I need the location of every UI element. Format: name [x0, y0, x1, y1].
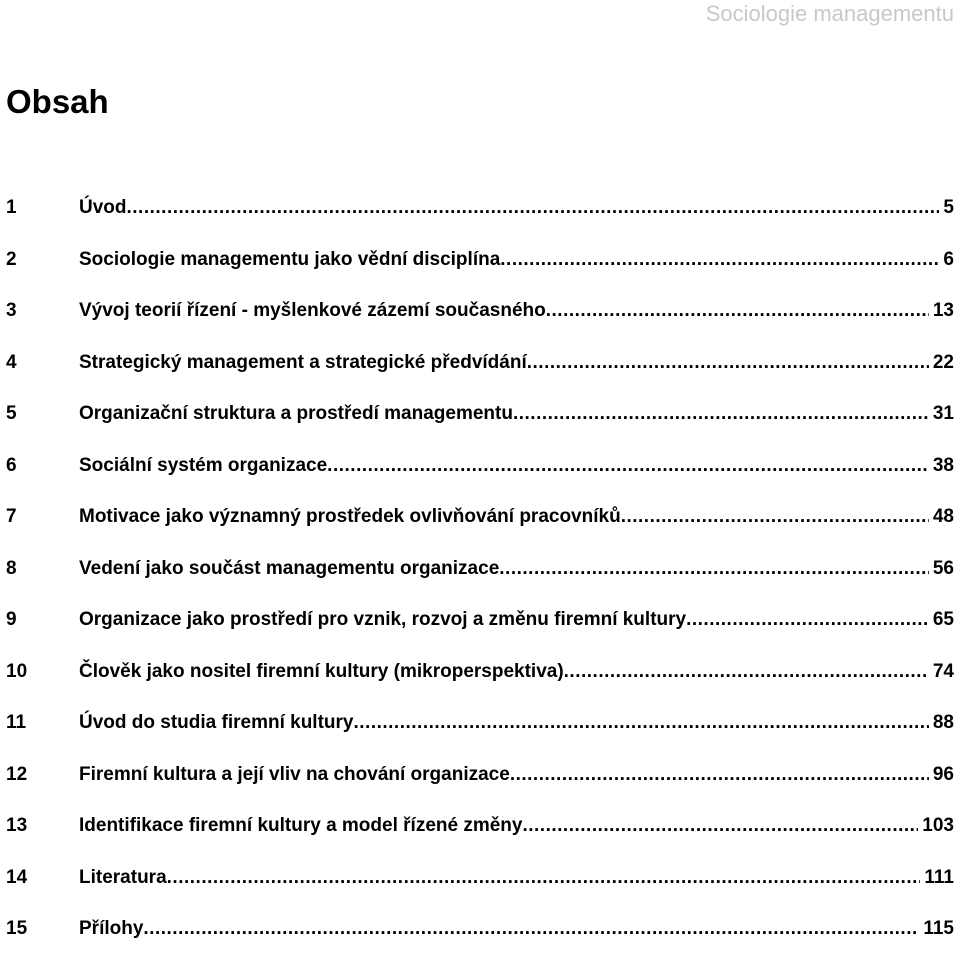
- toc-entry-title: Organizace jako prostředí pro vznik, rozvoj a změnu firemní kultury: [79, 609, 687, 630]
- toc-entry-number: 4: [6, 351, 17, 373]
- toc-entry-title: Vývoj teorií řízení - myšlenkové zázemí současného: [79, 300, 546, 321]
- dot-leader: [621, 491, 929, 543]
- dot-leader: [686, 594, 929, 646]
- dot-leader: [500, 234, 939, 286]
- toc-entry[interactable]: [6, 800, 954, 852]
- toc-entry-page: 13: [932, 300, 954, 321]
- toc-entry-page: 74: [932, 660, 954, 682]
- toc-entry[interactable]: [6, 852, 954, 904]
- toc-entry-title: Přílohy: [79, 918, 144, 939]
- toc-entry-page: 38: [932, 454, 954, 476]
- toc-entry-number: 15: [6, 918, 28, 939]
- dot-leader: [510, 749, 929, 801]
- toc-entry-title: Firemní kultura a její vliv na chování organizace: [79, 763, 510, 785]
- dot-leader: [167, 852, 921, 904]
- toc-entry-title: Identifikace firemní kultury a model řízené změny: [79, 815, 523, 836]
- dot-leader: [522, 800, 918, 852]
- toc-entry-page: 88: [932, 712, 954, 733]
- toc-entry[interactable]: [6, 646, 954, 698]
- page-title: Obsah: [6, 83, 109, 120]
- toc-entry-title: Strategický management a strategické předvídání: [79, 351, 527, 373]
- toc-entry[interactable]: [6, 543, 954, 595]
- toc-entry[interactable]: [6, 491, 954, 543]
- toc-entry-title: Vedení jako součást managementu organizace: [79, 557, 500, 579]
- toc-entry[interactable]: [6, 234, 954, 286]
- toc-entry-number: 14: [6, 866, 28, 888]
- running-header: Sociologie managementu: [705, 1, 954, 26]
- toc-entry-page: 65: [932, 609, 954, 630]
- toc-entry-title: Motivace jako významný prostředek ovlivňování pracovníků: [79, 506, 621, 527]
- toc-entry-number: 13: [6, 815, 28, 836]
- toc-entry[interactable]: [6, 182, 954, 234]
- dot-leader: [143, 903, 919, 955]
- toc-entry-number: 6: [6, 454, 17, 476]
- toc-entry-number: 3: [6, 300, 17, 321]
- toc-entry-title: Úvod: [79, 197, 127, 218]
- toc-entry-page: 56: [932, 557, 954, 579]
- toc-entry-number: 9: [6, 609, 17, 630]
- toc-entry-page: 5: [943, 197, 954, 218]
- toc-entry-title: Úvod do studia firemní kultury: [79, 712, 354, 733]
- toc-entry[interactable]: [6, 903, 954, 955]
- toc-entry-title: Organizační struktura a prostředí managementu: [79, 403, 513, 424]
- toc-entry-title: Sociální systém organizace: [79, 454, 328, 476]
- toc-entry-number: 11: [6, 712, 27, 733]
- toc-entry-title: Literatura: [79, 866, 167, 888]
- dot-leader: [513, 388, 929, 440]
- toc-entry-page: 48: [932, 506, 954, 527]
- toc-entry[interactable]: [6, 697, 954, 749]
- toc-entry-page: 115: [923, 918, 954, 939]
- dot-leader: [546, 285, 929, 337]
- toc-entry[interactable]: [6, 594, 954, 646]
- toc-entry[interactable]: [6, 440, 954, 492]
- dot-leader: [527, 337, 929, 389]
- toc-entry-number: 8: [6, 557, 17, 579]
- dot-leader: [564, 646, 929, 698]
- toc-entry-page: 6: [943, 248, 954, 270]
- toc-entry-number: 12: [6, 763, 28, 785]
- toc-entry-title: Sociologie managementu jako vědní disciplína: [79, 248, 501, 270]
- dot-leader: [499, 543, 929, 595]
- toc-entry-page: 111: [924, 866, 954, 888]
- toc-entry-number: 5: [6, 403, 17, 424]
- toc-entry-number: 7: [6, 506, 17, 527]
- toc-entry[interactable]: [6, 749, 954, 801]
- toc-entry-page: 22: [932, 351, 954, 373]
- dot-leader: [327, 440, 929, 492]
- toc-entry[interactable]: [6, 337, 954, 389]
- toc-entry-number: 2: [6, 248, 17, 270]
- dot-leader: [353, 697, 928, 749]
- toc-entry-page: 31: [932, 403, 954, 424]
- toc-entry-number: 10: [6, 660, 28, 682]
- table-of-contents: [6, 182, 954, 955]
- dot-leader: [127, 182, 940, 234]
- toc-entry-page: 103: [922, 815, 954, 836]
- toc-entry[interactable]: [6, 285, 954, 337]
- toc-entry-number: 1: [6, 197, 17, 218]
- toc-entry[interactable]: [6, 388, 954, 440]
- toc-entry-title: Člověk jako nositel firemní kultury (mikroperspektiva): [79, 660, 564, 682]
- toc-entry-page: 96: [932, 763, 954, 785]
